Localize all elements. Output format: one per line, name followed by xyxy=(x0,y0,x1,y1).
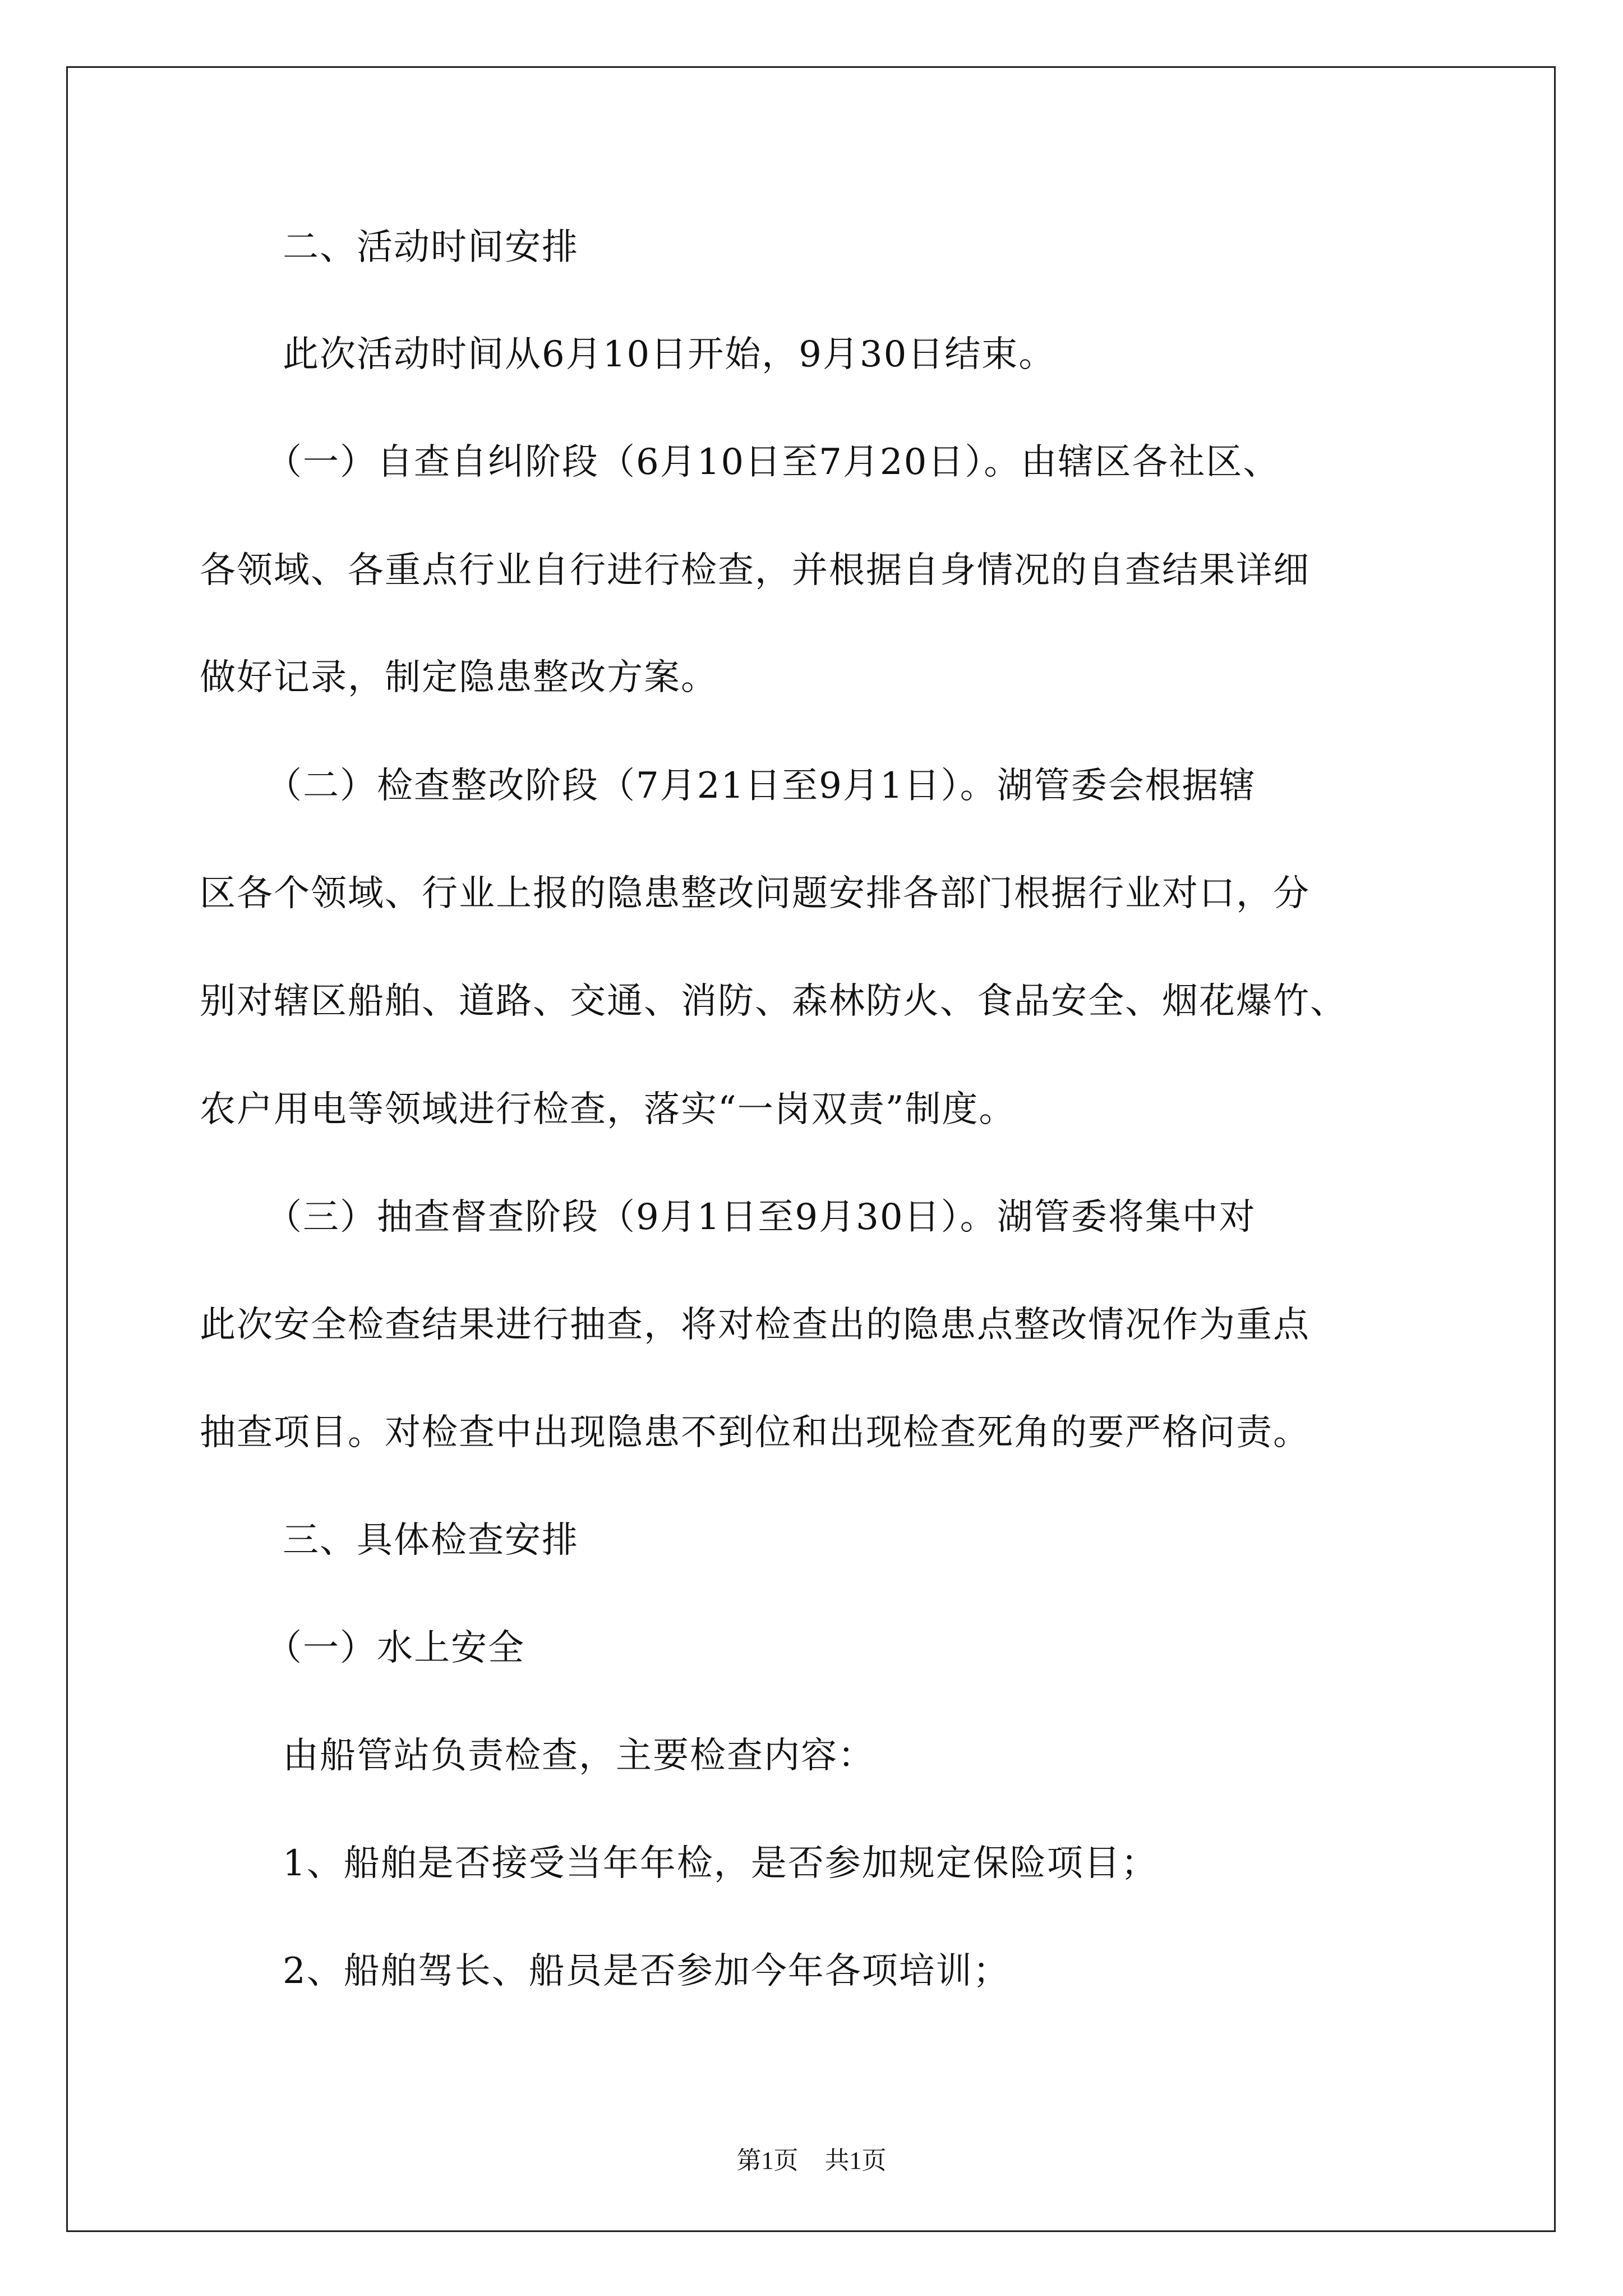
section-heading-2: 二、活动时间安排 xyxy=(283,227,579,268)
list-item: 2、船舶驾长、船员是否参加今年各项培训； xyxy=(283,1950,1010,1992)
list-item: 1、船舶是否接受当年年检，是否参加规定保险项目； xyxy=(283,1843,1158,1884)
page-total: 共1页 xyxy=(824,2147,887,2174)
paragraph-line: （三）抽查督查阶段（9月1日至9月30日）。湖管委将集中对 xyxy=(266,1197,1256,1238)
paragraph-line: 做好记录，制定隐患整改方案。 xyxy=(200,657,718,698)
paragraph-line: 此次活动时间从6月10日开始，9月30日结束。 xyxy=(283,334,1056,375)
paragraph-line: 别对辖区船舶、道路、交通、消防、森林防火、食品安全、烟花爆竹、 xyxy=(200,981,1347,1022)
section-heading-3: 三、具体检查安排 xyxy=(283,1520,579,1561)
subsection-heading: （一）水上安全 xyxy=(266,1627,525,1669)
paragraph-line: 此次安全检查结果进行抽查，将对检查出的隐患点整改情况作为重点 xyxy=(200,1304,1310,1346)
page-number: 第1页 xyxy=(736,2147,799,2174)
paragraph-line: （一）自查自纠阶段（6月10日至7月20日）。由辖区各社区、 xyxy=(266,441,1280,483)
paragraph-line: 区各个领域、行业上报的隐患整改问题安排各部门根据行业对口，分 xyxy=(200,873,1310,914)
paragraph-line: 由船管站负责检查，主要检查内容： xyxy=(283,1735,875,1777)
paragraph-line: 农户用电等领域进行检查，落实“一岗双责”制度。 xyxy=(200,1089,1016,1130)
paragraph-line: 各领域、各重点行业自行进行检查，并根据自身情况的自查结果详细 xyxy=(200,550,1310,591)
paragraph-line: 抽查项目。对检查中出现隐患不到位和出现检查死角的要严格问责。 xyxy=(200,1412,1310,1453)
paragraph-line: （二）检查整改阶段（7月21日至9月1日）。湖管委会根据辖 xyxy=(266,765,1256,807)
page-footer xyxy=(0,2140,1623,2176)
